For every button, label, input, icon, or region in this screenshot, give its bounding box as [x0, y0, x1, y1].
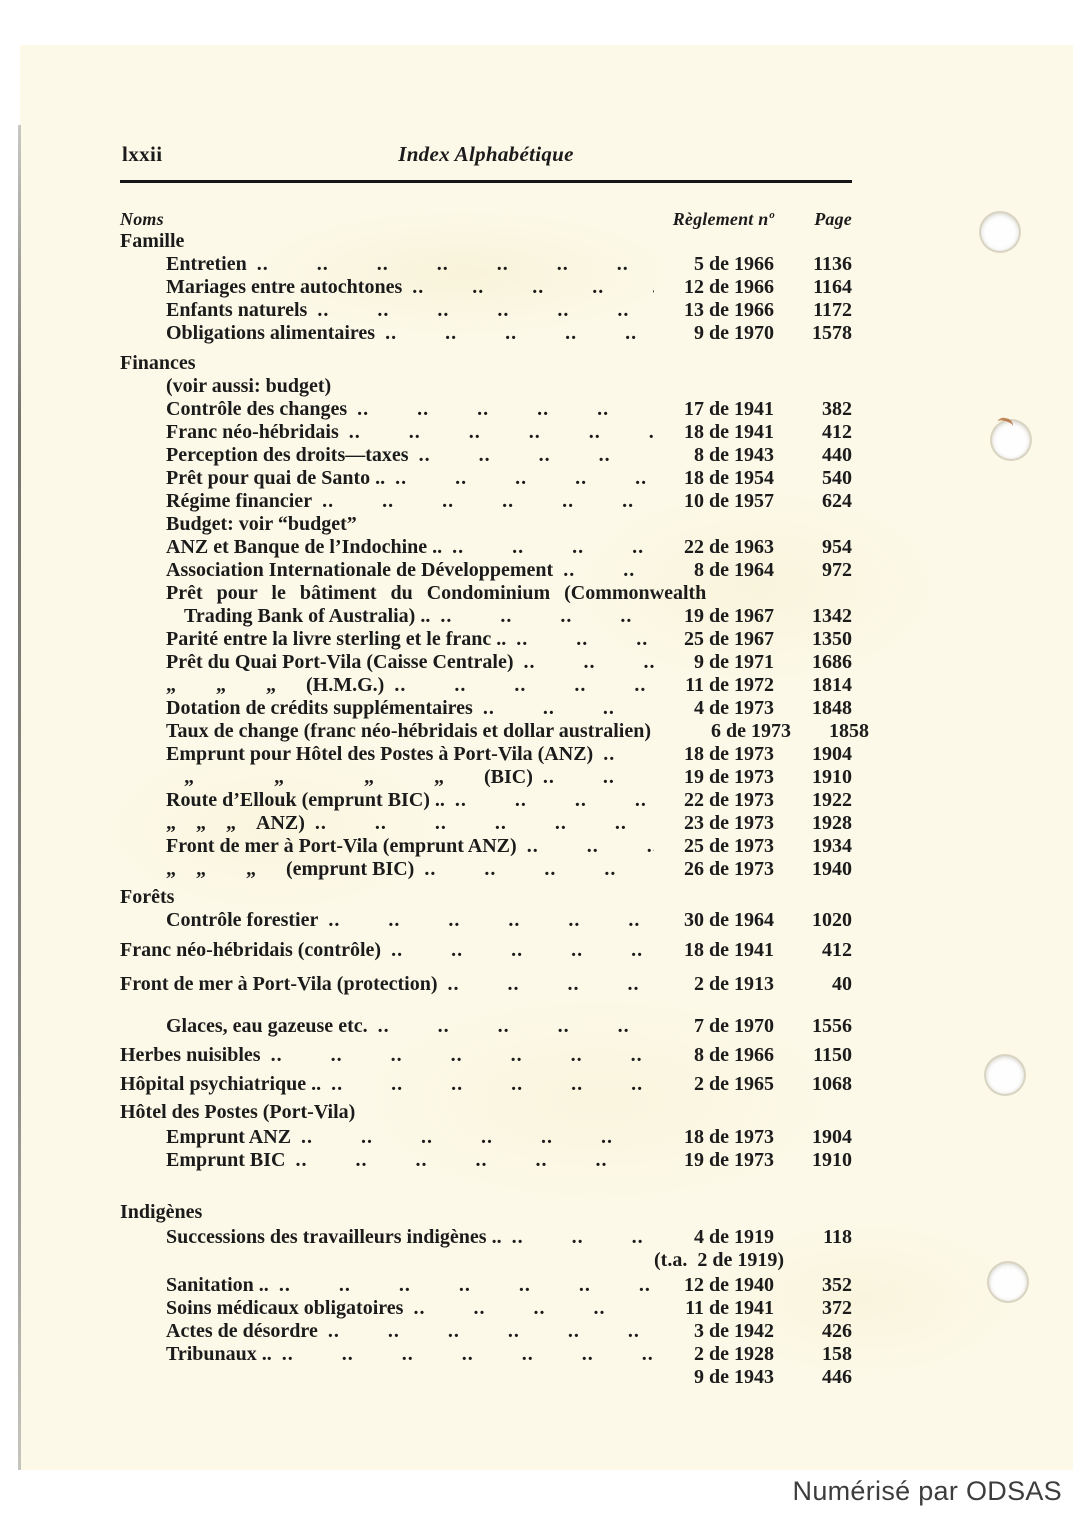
reglement-cell: 19 de 1967 [684, 605, 774, 627]
row-name: Prêt du Quai Port-Vila (Caisse Centrale) [166, 651, 514, 673]
punch-hole [986, 1056, 1024, 1094]
reglement-cell: 11 de 1941 [685, 1297, 774, 1319]
page-number-cell: 1858 [829, 720, 870, 742]
row-name: Contrôle forestier [166, 909, 319, 931]
dot-leader [514, 651, 654, 674]
page-number-cell: 1172 [813, 299, 852, 321]
row-name: Parité entre la livre sterling et le franc .. [166, 628, 507, 650]
reglement-cell: 9 de 1943 [694, 1366, 774, 1388]
punch-hole [992, 421, 1030, 459]
index-row [120, 398, 852, 421]
page-number-cell: 1904 [812, 1126, 852, 1148]
page-number-cell: 446 [822, 1366, 852, 1388]
row-name: Indigènes [120, 1201, 203, 1223]
index-table [120, 208, 870, 1389]
page-number-cell: 412 [822, 939, 852, 961]
index-row [120, 1073, 852, 1096]
reglement-cell: 30 de 1964 [684, 909, 774, 931]
reglement-cell: 2 de 1928 [694, 1343, 774, 1365]
page-number-cell: 1556 [812, 1015, 852, 1037]
reglement-cell: 17 de 1941 [684, 398, 774, 420]
index-row [120, 1366, 852, 1389]
row-name: Finances [120, 352, 196, 374]
index-row [120, 886, 852, 909]
page-number-cell: 1814 [812, 674, 852, 696]
dot-leader [384, 674, 654, 697]
reglement-cell: 2 de 1913 [694, 973, 774, 995]
page-number-cell: 352 [822, 1274, 852, 1296]
reglement-cell: 22 de 1963 [684, 536, 774, 558]
reglement-cell: 8 de 1943 [694, 444, 774, 466]
page-folio: lxxii [122, 142, 163, 166]
row-name: Front de mer à Port-Vila (protection) [120, 973, 438, 995]
reglement-cell: 4 de 1919 [694, 1226, 774, 1248]
dot-leader [305, 812, 654, 835]
index-row [120, 812, 852, 835]
row-name: Mariages entre autochtones [166, 276, 403, 298]
row-name: Famille [120, 230, 185, 252]
dot-leader [445, 789, 654, 812]
page-number-cell: 158 [822, 1343, 852, 1365]
reglement-cell: 2 de 1965 [694, 1073, 774, 1095]
header-rule [120, 180, 852, 183]
page-number-cell: 372 [822, 1297, 852, 1319]
page-number-cell: 1848 [812, 697, 852, 719]
row-name: Enfants naturels [166, 299, 308, 321]
page-number-cell: 1940 [812, 858, 852, 880]
row-name: Route d’Ellouk (emprunt BIC) .. [166, 789, 445, 811]
column-header-page: Page [814, 209, 852, 229]
index-row [120, 1320, 852, 1343]
page-number-cell: 1910 [812, 1149, 852, 1171]
row-name: Forêts [120, 886, 175, 908]
column-header-noms: Noms [120, 209, 164, 229]
row-name: Trading Bank of Australia) .. [184, 605, 431, 627]
page-number-cell: 1350 [812, 628, 852, 650]
index-row [120, 1149, 852, 1172]
page-title: Index Alphabétique [398, 142, 574, 166]
index-row [120, 909, 852, 932]
reglement-cell: 3 de 1942 [694, 1320, 774, 1342]
reglement-cell: 22 de 1973 [684, 789, 774, 811]
row-name: „ „ „ (H.M.G.) [166, 674, 385, 696]
row-name: Obligations alimentaires [166, 322, 376, 344]
dot-leader [291, 1126, 654, 1149]
dot-leader [593, 743, 654, 766]
row-name: Emprunt ANZ [166, 1126, 292, 1148]
index-row [120, 720, 870, 743]
page-edge-shadow [18, 125, 21, 1470]
row-name: Sanitation .. [166, 1274, 269, 1296]
dot-leader [368, 1015, 654, 1038]
index-row [120, 444, 852, 467]
page-number-cell: 1904 [812, 743, 852, 765]
row-name: Franc néo-hébridais (contrôle) [120, 939, 382, 961]
reglement-cell: 18 de 1973 [684, 1126, 774, 1148]
index-row [120, 743, 852, 766]
row-name: Prêt pour quai de Santo .. [166, 467, 386, 489]
index-row [120, 467, 852, 490]
dot-leader [473, 697, 654, 720]
index-row [120, 230, 852, 253]
page-number-cell: 412 [822, 421, 852, 443]
page-number-cell: 1928 [812, 812, 852, 834]
page-number-cell: 1020 [812, 909, 852, 931]
index-row [120, 973, 852, 996]
dot-leader [402, 276, 654, 299]
reglement-cell: (t.a. 2 de 1919) [654, 1249, 784, 1271]
row-name: Tribunaux .. [166, 1343, 272, 1365]
dot-leader [381, 939, 654, 962]
page-number-cell: 1910 [812, 766, 852, 788]
reglement-cell: 4 de 1973 [694, 697, 774, 719]
dot-leader [375, 322, 654, 345]
row-name: Franc néo-hébridais [166, 421, 339, 443]
row-name: Front de mer à Port-Vila (emprunt ANZ) [166, 835, 517, 857]
row-name: Glaces, eau gazeuse etc. [166, 1015, 368, 1037]
reglement-cell: 26 de 1973 [684, 858, 774, 880]
index-row [120, 1249, 852, 1272]
page-number-cell: 1922 [812, 789, 852, 811]
page-number-cell: 1342 [812, 605, 852, 627]
row-name: Actes de désordre [166, 1320, 318, 1342]
row-name: Contrôle des changes [166, 398, 348, 420]
index-row [120, 835, 852, 858]
page-number-cell: 40 [832, 973, 852, 995]
index-row [120, 1343, 852, 1366]
page-number-cell: 1686 [812, 651, 852, 673]
dot-leader [438, 973, 654, 996]
dot-leader [553, 559, 654, 582]
page-number-cell: 624 [822, 490, 852, 512]
index-row [120, 697, 852, 720]
index-row [120, 513, 852, 536]
row-name: „ „ „ (emprunt BIC) [166, 858, 415, 880]
reglement-cell: 19 de 1973 [684, 766, 774, 788]
row-name: Prêt pour le bâtiment du Condominium (Commonwealth [166, 582, 707, 604]
index-row [120, 628, 852, 651]
index-row [120, 605, 852, 628]
index-row [120, 299, 852, 322]
page-number-cell: 382 [822, 398, 852, 420]
row-name: Herbes nuisibles [120, 1044, 261, 1066]
dot-leader [414, 858, 654, 881]
row-name: Entretien [166, 253, 247, 275]
page-number-cell: 440 [822, 444, 852, 466]
index-row [120, 1226, 852, 1249]
index-row [120, 1044, 852, 1067]
page-number-cell: 954 [822, 536, 852, 558]
column-header-reglement: Règlement nº [672, 209, 774, 229]
page-number-cell: 118 [823, 1226, 852, 1248]
dot-leader [430, 605, 654, 628]
reglement-cell: 6 de 1973 [711, 720, 792, 742]
index-row [120, 352, 852, 375]
page-number-cell: 1136 [813, 253, 852, 275]
row-name: Hôtel des Postes (Port-Vila) [120, 1101, 356, 1123]
row-name: Régime financier [166, 490, 313, 512]
dot-leader [272, 1343, 654, 1366]
index-row [120, 939, 852, 962]
index-row [120, 766, 852, 789]
dot-leader [533, 766, 654, 789]
dot-leader [442, 536, 654, 559]
dot-leader [247, 253, 654, 276]
index-row [120, 276, 852, 299]
row-name: Budget: voir “budget” [166, 513, 357, 535]
dot-leader [347, 398, 654, 421]
book-page [20, 45, 1073, 1470]
dot-leader [403, 1297, 654, 1320]
dot-leader [502, 1226, 654, 1249]
index-row [120, 1015, 852, 1038]
row-name: Perception des droits—taxes [166, 444, 409, 466]
page-number-cell: 1934 [812, 835, 852, 857]
index-row [120, 322, 852, 345]
page-number-cell: 1150 [813, 1044, 852, 1066]
reglement-cell: 25 de 1973 [684, 835, 774, 857]
dot-leader [409, 444, 654, 467]
row-name: „ „ „ ANZ) [166, 812, 305, 834]
dot-leader [318, 909, 654, 932]
index-row [120, 858, 852, 881]
index-row [120, 582, 852, 605]
reglement-cell: 13 de 1966 [684, 299, 774, 321]
reglement-cell: 23 de 1973 [684, 812, 774, 834]
index-row [120, 651, 852, 674]
reglement-cell: 18 de 1941 [684, 421, 774, 443]
page-number-cell: 972 [822, 559, 852, 581]
dot-leader [285, 1149, 654, 1172]
dot-leader [339, 421, 654, 444]
index-row [120, 1201, 852, 1224]
dot-leader [261, 1044, 654, 1067]
index-row [120, 536, 852, 559]
index-row [120, 375, 852, 398]
dot-leader [321, 1073, 654, 1096]
index-row [120, 674, 852, 697]
page-number-cell: 426 [822, 1320, 852, 1342]
dot-leader [312, 490, 654, 513]
index-row [120, 1297, 852, 1320]
row-name: ANZ et Banque de l’Indochine .. [166, 536, 443, 558]
page-number-cell: 1578 [812, 322, 852, 344]
index-row [120, 490, 852, 513]
dot-leader [269, 1274, 654, 1297]
reglement-cell: 18 de 1954 [684, 467, 774, 489]
index-row [120, 559, 852, 582]
dot-leader [517, 835, 654, 858]
page-number-cell: 1164 [813, 276, 852, 298]
reglement-cell: 7 de 1970 [694, 1015, 774, 1037]
row-name: Association Internationale de Développement [166, 559, 554, 581]
page-number-cell: 1068 [812, 1073, 852, 1095]
index-row [120, 421, 852, 444]
index-row [120, 1126, 852, 1149]
row-name: Successions des travailleurs indigènes .. [166, 1226, 502, 1248]
reglement-cell: 9 de 1971 [694, 651, 774, 673]
dot-leader [385, 467, 654, 490]
reglement-cell: 10 de 1957 [684, 490, 774, 512]
reglement-cell: 11 de 1972 [685, 674, 774, 696]
reglement-cell: 5 de 1966 [694, 253, 774, 275]
reglement-cell: 18 de 1973 [684, 743, 774, 765]
reglement-cell: 18 de 1941 [684, 939, 774, 961]
reglement-cell: 8 de 1966 [694, 1044, 774, 1066]
dot-leader [307, 299, 654, 322]
row-name: Hôpital psychiatrique .. [120, 1073, 322, 1095]
index-row [120, 253, 852, 276]
row-name: Dotation de crédits supplémentaires [166, 697, 473, 719]
reglement-cell: 12 de 1966 [684, 276, 774, 298]
row-name: (voir aussi: budget) [166, 375, 332, 397]
index-row [120, 1274, 852, 1297]
index-row [120, 1101, 852, 1124]
index-row [120, 789, 852, 812]
row-name: „ „ „ „ (BIC) [184, 766, 533, 788]
reglement-cell: 9 de 1970 [694, 322, 774, 344]
row-name: Emprunt pour Hôtel des Postes à Port-Vila (ANZ) [166, 743, 594, 765]
dot-leader [318, 1320, 654, 1343]
scan-colophon: Numérisé par ODSAS [792, 1476, 1062, 1506]
punch-hole [989, 1263, 1027, 1301]
page-number-cell: 540 [822, 467, 852, 489]
row-name: Emprunt BIC [166, 1149, 286, 1171]
page-header [120, 142, 852, 168]
row-name: Soins médicaux obligatoires [166, 1297, 404, 1319]
reglement-cell: 25 de 1967 [684, 628, 774, 650]
reglement-cell: 12 de 1940 [684, 1274, 774, 1296]
row-name: Taux de change (franc néo-hébridais et dollar australien) [166, 720, 652, 742]
punch-hole [981, 213, 1019, 251]
reglement-cell: 8 de 1964 [694, 559, 774, 581]
dot-leader [506, 628, 654, 651]
reglement-cell: 19 de 1973 [684, 1149, 774, 1171]
column-header-row [120, 208, 852, 230]
